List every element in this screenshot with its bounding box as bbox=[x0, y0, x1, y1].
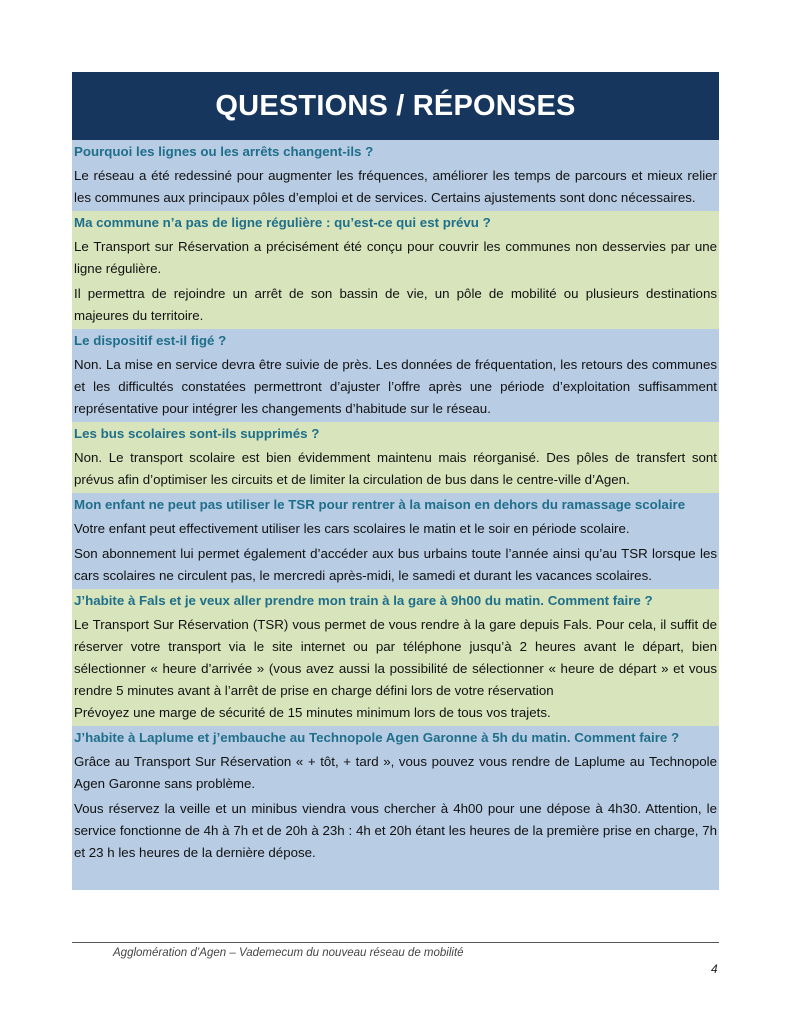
answer: Non. La mise en service devra être suivie de près. Les données de fréquentation, les retours des communes et les difficultés constatées permettront d’ajuster l’offre après une période d’exploitation suffisamment représentative pour intégrer les changements d’habitude sur le réseau. bbox=[74, 357, 717, 416]
question: Ma commune n’a pas de ligne régulière : qu’est-ce qui est prévu ? bbox=[74, 215, 491, 230]
faq-item bbox=[72, 726, 719, 866]
answer: Vous réservez la veille et un minibus viendra vous chercher à 4h00 pour une dépose à 4h30. Attention, le service fonctionne de 4h à 7h et de 20h à 23h : 4h et 20h étant les heures de la première prise en charge, 7h et 23 h les heures de la dernière dépose. bbox=[74, 801, 717, 860]
answer: Le Transport sur Réservation a précisément été conçu pour couvrir les communes non desservies par une ligne régulière. bbox=[74, 239, 717, 276]
answer: Le Transport Sur Réservation (TSR) vous permet de vous rendre à la gare depuis Fals. Pour cela, il suffit de réserver votre transport via le site internet ou par téléphone jusqu’à 2 heures avant le départ, bien sélectionner « heure d’arrivée » (vous avez aussi la possibilité de sélectionner « heure de départ » et vous rendre 5 minutes avant à l’arrêt de prise en charge défini lors de votre réservation bbox=[74, 617, 717, 698]
question: Mon enfant ne peut pas utiliser le TSR pour rentrer à la maison en dehors du ramassage scolaire bbox=[74, 497, 686, 512]
answer: Non. Le transport scolaire est bien évidemment maintenu mais réorganisé. Des pôles de transfert sont prévus afin d’optimiser les circuits et de limiter la circulation de bus dans le centre-ville d’Agen. bbox=[74, 450, 717, 487]
table-bottom-spacer bbox=[72, 866, 719, 890]
question: Le dispositif est-il figé ? bbox=[74, 333, 227, 348]
footer-text: Agglomération d’Agen – Vademecum du nouveau réseau de mobilité bbox=[113, 947, 464, 959]
faq-item bbox=[72, 589, 719, 726]
question: J’habite à Fals et je veux aller prendre mon train à la gare à 9h00 du matin. Comment faire ? bbox=[74, 593, 653, 608]
page-number: 4 bbox=[711, 962, 718, 976]
question: Pourquoi les lignes ou les arrêts changent-ils ? bbox=[74, 144, 374, 159]
answer: Il permettra de rejoindre un arrêt de son bassin de vie, un pôle de mobilité ou plusieurs destinations majeures du territoire. bbox=[74, 286, 717, 323]
answer: Votre enfant peut effectivement utiliser les cars scolaires le matin et le soir en période scolaire. bbox=[74, 521, 630, 536]
answer: Grâce au Transport Sur Réservation « + tôt, + tard », vous pouvez vous rendre de Laplume au Technopole Agen Garonne sans problème. bbox=[74, 754, 717, 791]
faq-item bbox=[72, 140, 719, 211]
title-bar bbox=[72, 72, 719, 140]
faq-item bbox=[72, 329, 719, 422]
faq-item bbox=[72, 422, 719, 493]
question: Les bus scolaires sont-ils supprimés ? bbox=[74, 426, 320, 441]
question: J’habite à Laplume et j’embauche au Technopole Agen Garonne à 5h du matin. Comment faire ? bbox=[74, 730, 680, 745]
page-title: QUESTIONS / RÉPONSES bbox=[215, 89, 576, 122]
faq-item bbox=[72, 493, 719, 589]
footer-divider bbox=[72, 942, 719, 943]
answer: Le réseau a été redessiné pour augmenter les fréquences, améliorer les temps de parcours et mieux relier les communes aux principaux pôles d’emploi et de services. Certains ajustements sont donc nécessaires. bbox=[74, 168, 717, 205]
answer: Prévoyez une marge de sécurité de 15 minutes minimum lors de tous vos trajets. bbox=[74, 705, 551, 720]
answer: Son abonnement lui permet également d’accéder aux bus urbains toute l’année ainsi qu’au TSR lorsque les cars scolaires ne circulent pas, le mercredi après-midi, le samedi et durant les vacances scolaires. bbox=[74, 546, 717, 583]
faq-item bbox=[72, 211, 719, 329]
faq-table bbox=[72, 72, 719, 890]
